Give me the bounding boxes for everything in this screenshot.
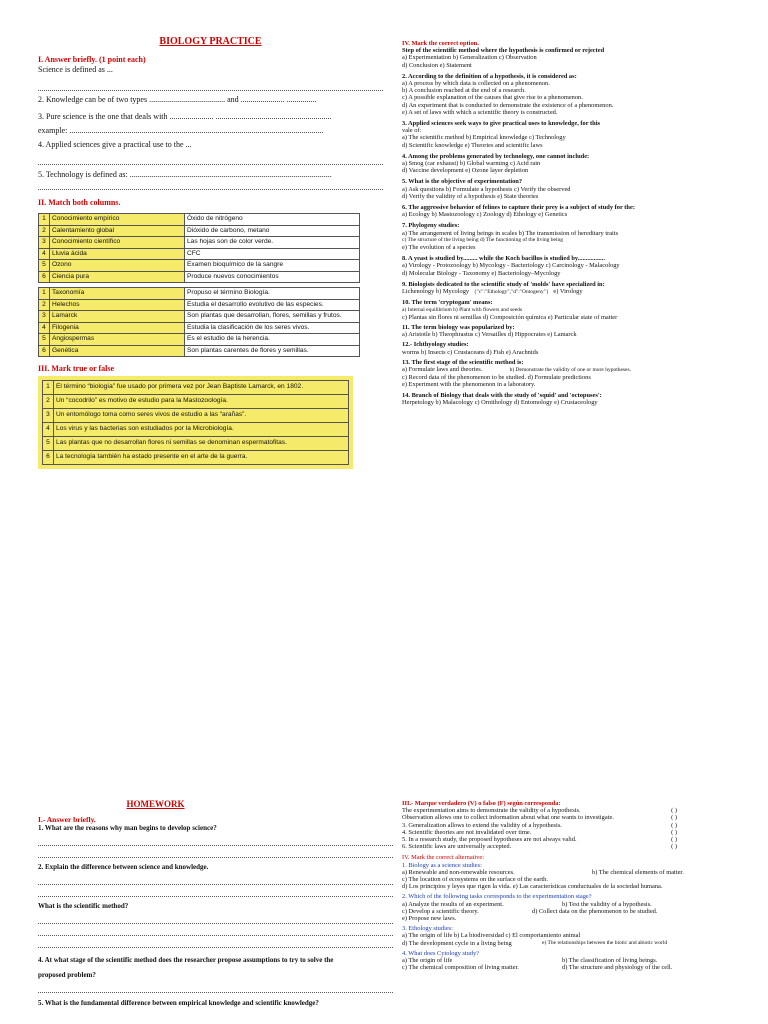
option-line[interactable]: a) Smog (car exhaust) b) Global warming c) Acid rain — [402, 160, 541, 168]
statement-cell[interactable]: La tecnología también ha estado presente en el arte de la guerra. — [54, 450, 349, 464]
row-number: 3 — [43, 408, 54, 422]
question: 3. Ethology studies: — [402, 925, 453, 933]
row-number: 4 — [43, 422, 54, 436]
answer-line[interactable] — [38, 181, 383, 190]
match-row — [39, 260, 360, 272]
match-row — [39, 248, 360, 260]
section-heading: IV. Mark the correct option. — [402, 40, 479, 47]
term-cell[interactable]: Ciencia pura — [50, 271, 185, 283]
question: 10. The term 'cryptogam' means: — [402, 299, 493, 307]
option-text: c) The chemical composition of living matter. — [402, 964, 519, 972]
question: 7. Phylogeny studies: — [402, 222, 460, 230]
match-row — [39, 225, 360, 237]
definition-cell[interactable]: Propuso el término Biología. — [185, 288, 360, 300]
answer-line[interactable] — [38, 927, 393, 936]
statement-text: 6. Scientific laws are universally accepted. — [402, 843, 512, 851]
answer-line[interactable] — [38, 939, 393, 948]
option-line[interactable]: a) A process by which data is collected on a phenomenon. — [402, 80, 550, 88]
row-number: 6 — [43, 450, 54, 464]
row-number: 3 — [39, 237, 50, 249]
match-row — [39, 237, 360, 249]
answer-line[interactable] — [38, 82, 383, 91]
definition-cell[interactable]: CFC — [185, 248, 360, 260]
option-text: b) Demonstrate the validity of one or more hypotheses. — [509, 366, 632, 373]
term-cell[interactable]: Ozono — [50, 260, 185, 272]
answer-parentheses[interactable]: ( ) — [671, 821, 677, 829]
question: 12.- Ichthyology studies: — [402, 341, 469, 349]
option-line[interactable]: a) Internal equilibrium b) Plant with flowers and seeds — [402, 306, 523, 313]
option-line[interactable] — [402, 908, 737, 915]
statement-cell[interactable]: Los virus y las bacterias son estudiados por la Microbiología. — [54, 422, 349, 436]
statement-row — [402, 814, 737, 821]
option-line[interactable]: a) The scientific method b) Empirical knowledge c) Technology — [402, 134, 566, 142]
term-cell[interactable]: Conocimiento empírico — [50, 214, 185, 226]
section-heading: I. Answer briefly. (1 point each) — [38, 55, 146, 65]
option-text: a) The origin of life — [402, 957, 453, 965]
practice-left-column — [38, 38, 383, 471]
question-cont: vale of: — [402, 127, 422, 135]
statement-text: Observation allows one to collect information about what one wants to investigate. — [402, 814, 614, 822]
question: 1. Biology as a science studies: — [402, 861, 482, 869]
definition-cell[interactable]: Son plantas que desarrollan, flores, semillas y frutos. — [185, 311, 360, 323]
statement-cell[interactable]: Las plantas que no desarrollan flores ni semillas se denominan espermatofitas. — [54, 436, 349, 450]
option-line[interactable]: b) A conclusion reached at the end of a research. — [402, 87, 526, 95]
question: 9. Biologists dedicated to the scientific study of 'molds' have specialized in: — [402, 280, 605, 288]
option-text: e) Virology — [553, 288, 583, 296]
question: Science is defined as ... — [38, 64, 113, 74]
practice-right-column — [402, 40, 732, 406]
option-line[interactable]: e) Propose new laws. — [402, 915, 457, 923]
option-line[interactable]: e) The evolution of a species — [402, 244, 476, 252]
section-heading: I.- Answer briefly. — [38, 815, 96, 824]
option-line[interactable]: c) Record data of the phenomenon to be studied. d) Formulate predictions — [402, 374, 591, 382]
option-text: Lichenology b) Mycology — [402, 288, 470, 296]
statement-row — [402, 807, 737, 814]
term-cell[interactable]: Lluvia ácida — [50, 248, 185, 260]
answer-line[interactable] — [38, 984, 393, 993]
option-line[interactable] — [402, 957, 737, 964]
option-line[interactable]: c) Plantas sin flores ni semillas d) Composición química e) Particular state of matter — [402, 313, 618, 321]
term-cell[interactable]: Lamarck — [50, 311, 185, 323]
option-text: c) Develop a scientific theory. — [402, 907, 479, 915]
question: 2. Which of the following tasks corresponds to the experimentation stage? — [402, 893, 592, 901]
term-cell[interactable]: Conocimiento científico — [50, 237, 185, 249]
option-text: d) The structure and physiology of the cell. — [562, 964, 673, 972]
option-line[interactable]: e) Experiment with the phenomenon in a laboratory. — [402, 381, 536, 389]
statement-text: 4. Scientific theories are not invalidated over time. — [402, 828, 532, 836]
row-number: 1 — [43, 380, 54, 394]
question: 6. The aggressive behavior of felines to capture their prey is a subject of study for the: — [402, 204, 635, 212]
term-cell[interactable]: Calentamiento global — [50, 225, 185, 237]
option-line[interactable]: e) A set of laws with which a scientific theory is constructed. — [402, 108, 558, 116]
section-heading: III. Mark true or false — [38, 364, 115, 374]
option-line[interactable] — [402, 940, 737, 947]
question: 3. Pure science is the one that deals with ...................... .......................................................... — [38, 111, 332, 121]
match-row — [39, 214, 360, 226]
answer-parentheses[interactable]: ( ) — [671, 828, 677, 836]
question: Step of the scientific method where the hypothesis is confirmed or rejected — [402, 47, 605, 55]
option-line[interactable]: d) An experiment that is conducted to demonstrate the existence of a phenomenon. — [402, 101, 614, 109]
question: 4. Among the problems generated by technology, one cannot include: — [402, 152, 590, 160]
question: 5. What is the fundamental difference between empirical knowledge and scientific knowledge? — [38, 999, 319, 1007]
match-row — [39, 334, 360, 346]
definition-cell[interactable]: Examen bioquímico de la sangre — [185, 260, 360, 272]
option-text: a) Analyze the results of an experiment. — [402, 900, 504, 908]
statement-cell[interactable]: Un entomólogo toma como seres vivos de estudio a las “arañas”. — [54, 408, 349, 422]
option-line[interactable]: a) The arrangement of living beings in scales b) The transmission of hereditary traits — [402, 229, 619, 237]
question: 4. Applied sciences give a practical use to the ... — [38, 139, 192, 149]
question: 4. What does Cytology study? — [402, 949, 480, 957]
row-number: 1 — [39, 214, 50, 226]
option-line[interactable]: d) Scientific knowledge e) Theories and scientific laws — [402, 141, 543, 149]
statement-row — [402, 843, 737, 850]
definition-cell[interactable]: Produce nuevos conocimientos — [185, 271, 360, 283]
option-line[interactable] — [402, 901, 737, 908]
true-false-row — [43, 436, 349, 450]
option-list — [402, 80, 732, 116]
option-line[interactable]: d) Verify the validity of a hypothesis e) State theories — [402, 192, 539, 200]
answer-parentheses[interactable]: ( ) — [671, 843, 677, 851]
option-line[interactable]: d) Molecular Biology - Taxonomy e) Bacteriology–Mycology — [402, 269, 561, 277]
definition-cell[interactable]: Estudia la clasificación de los seres vivos. — [185, 322, 360, 334]
match-table-1 — [38, 213, 360, 283]
row-number: 5 — [39, 334, 50, 346]
option-text: a) Formulate laws and theories. — [402, 365, 483, 373]
row-number: 6 — [39, 271, 50, 283]
row-number: 2 — [39, 299, 50, 311]
statement-text: 3. Generalization allows to extend the validity of a hypothesis. — [402, 821, 562, 829]
option-line[interactable]: worms b) Insects c) Crustaceans d) Fish e) Arachnids — [402, 348, 539, 356]
true-false-table — [42, 380, 349, 465]
term-cell[interactable]: Filogenia — [50, 322, 185, 334]
row-number: 3 — [39, 311, 50, 323]
question: example: ............................................................................................................................... — [38, 125, 324, 135]
true-false-list — [402, 807, 737, 850]
option-text: d) The development cycle in a living being — [402, 939, 512, 947]
question: 14. Branch of Biology that deals with the study of 'squid' and 'octopuses': — [402, 391, 602, 399]
statement-text: 5. In a research study, the proposed hypotheses are not always valid. — [402, 836, 577, 844]
option-line[interactable] — [402, 288, 732, 296]
option-line[interactable]: a) Aristotle b) Theophrastus c) Versailles d) Hippocrates e) Lamarck — [402, 331, 577, 339]
term-cell[interactable]: Taxonomía — [50, 288, 185, 300]
answer-line[interactable] — [38, 888, 393, 897]
homework-right-column — [402, 800, 737, 971]
match-row — [39, 322, 360, 334]
statement-cell[interactable]: El término “biología” fue usado por primera vez por Jean Baptiste Lamarck, en 1802. — [54, 380, 349, 394]
option-line[interactable]: c) The structure of the living being d) The functioning of the living being — [402, 236, 563, 243]
definition-cell[interactable]: Las hojas son de color verde. — [185, 237, 360, 249]
term-cell[interactable]: Helechos — [50, 299, 185, 311]
option-text: b) The classification of living beings. — [562, 957, 658, 965]
true-false-row — [43, 380, 349, 394]
option-line[interactable]: a) The origin of life b) La biodiversidad c) El comportamiento animal — [402, 932, 581, 940]
option-text: {"c":"Ethology","d":"Ontogeny"} — [473, 289, 549, 296]
match-row — [39, 299, 360, 311]
statement-row — [402, 829, 737, 836]
question: 11. The term biology was popularized by: — [402, 323, 515, 331]
answer-line[interactable] — [38, 876, 393, 885]
match-row — [39, 288, 360, 300]
true-false-row — [43, 408, 349, 422]
statement-text: The experimentation aims to demonstrate the validity of a hypothesis. — [402, 807, 581, 815]
option-text: d) Collect data on the phenomenon to be studied. — [532, 907, 658, 915]
option-line[interactable]: d) Conclusion e) Statement — [402, 61, 472, 69]
match-table-2 — [38, 287, 360, 357]
question: 4. At what stage of the scientific method does the researcher propose assumptions to try to solve the — [38, 956, 334, 964]
question: 2. Knowledge can be of two types ...................................... and ...................... ............... — [38, 94, 317, 104]
row-number: 2 — [43, 394, 54, 408]
answer-line[interactable] — [38, 849, 393, 858]
match-row — [39, 311, 360, 323]
option-line[interactable]: d) Los principios y leyes que rigen la vida. e) Las características conductuales de la sociedad humana. — [402, 883, 663, 891]
question: 13. The first stage of the scientific method is: — [402, 358, 524, 366]
row-number: 1 — [39, 288, 50, 300]
true-false-row — [43, 450, 349, 464]
definition-cell[interactable]: Dióxido de carbono, metano — [185, 225, 360, 237]
option-line[interactable] — [402, 366, 732, 374]
question: 3. Applied sciences seek ways to give practical uses to knowledge, for this — [402, 120, 600, 128]
row-number: 5 — [39, 260, 50, 272]
answer-parentheses[interactable]: ( ) — [671, 807, 677, 815]
homework-title: HOMEWORK — [126, 799, 185, 809]
question: 5. What is the objective of experimentation? — [402, 178, 523, 186]
true-false-row — [43, 422, 349, 436]
definition-cell[interactable]: Óxido de nitrógeno — [185, 214, 360, 226]
term-cell[interactable]: Angiospermas — [50, 334, 185, 346]
question: 2. Explain the difference between science and knowledge. — [38, 863, 209, 871]
option-line[interactable]: a) Experimentation b) Generalization c) Observation — [402, 54, 537, 62]
question-cont: proposed problem? — [38, 971, 96, 979]
answer-parentheses[interactable]: ( ) — [671, 814, 677, 822]
statement-row — [402, 822, 737, 829]
option-line[interactable]: a) Virology - Protozoology b) Mycology - Bacteriology c) Carcinology - Malacology — [402, 262, 620, 270]
option-text: e) The relationships between the biotic and abiotic world — [542, 939, 668, 946]
question: 1. What are the reasons why man begins to develop science? — [38, 824, 217, 832]
option-line[interactable] — [402, 964, 737, 971]
definition-cell[interactable]: Son plantas carentes de flores y semillas. — [185, 345, 360, 357]
definition-cell[interactable]: Estudia el desarrollo evolutivo de las especies. — [185, 299, 360, 311]
match-row — [39, 345, 360, 357]
section-heading: IV. Mark the correct alternative: — [402, 854, 485, 862]
homework-left-column — [38, 800, 393, 1007]
option-line[interactable]: Herpetology b) Malacology c) Ornithology d) Entomology e) Crustaceology — [402, 398, 598, 406]
row-number: 4 — [39, 248, 50, 260]
row-number: 2 — [39, 225, 50, 237]
true-false-box — [38, 376, 353, 469]
page-title: BIOLOGY PRACTICE — [159, 36, 262, 47]
option-line[interactable]: a) Ask questions b) Formulate a hypothesis c) Verify the observed — [402, 185, 571, 193]
option-text: a) Renewable and non-renewable resources. — [402, 868, 515, 876]
answer-line[interactable] — [38, 156, 383, 165]
option-line[interactable]: d) Vaccine development e) Ozone layer depletion — [402, 167, 529, 175]
option-line[interactable]: a) Ecology b) Mastozoology c) Zoology d) Ethology e) Genetics — [402, 211, 568, 219]
answer-line[interactable] — [38, 915, 393, 924]
answer-parentheses[interactable]: ( ) — [671, 836, 677, 844]
row-number: 6 — [39, 345, 50, 357]
question: 8. A yeast is studied by......... while the Koch bacillus is studied by................. — [402, 255, 605, 263]
true-false-row — [43, 394, 349, 408]
row-number: 4 — [39, 322, 50, 334]
row-number: 5 — [43, 436, 54, 450]
answer-line[interactable] — [38, 837, 393, 846]
question: 5. Technology is defined as: ..................................................................................................... — [38, 169, 332, 179]
section-heading: III.- Marque verdadero (V) o falso (F) según corresponda: — [402, 800, 561, 807]
match-row — [39, 271, 360, 283]
question: 2. According to the definition of a hypothesis, it is considered as: — [402, 72, 577, 80]
option-line[interactable] — [402, 869, 737, 876]
option-line[interactable]: c) The location of ecosystems on the surface of the earth. — [402, 876, 548, 884]
option-text: b) Test the validity of a hypothesis. — [562, 900, 652, 908]
term-cell[interactable]: Genética — [50, 345, 185, 357]
definition-cell[interactable]: Es el estudio de la herencia. — [185, 334, 360, 346]
option-line[interactable]: c) A possible explanation of the causes that give rise to a phenomenon. — [402, 94, 583, 102]
section-heading: II. Match both columns. — [38, 197, 121, 207]
option-text: b) The chemical elements of matter. — [592, 868, 684, 876]
statement-row — [402, 836, 737, 843]
question: What is the scientific method? — [38, 902, 129, 910]
statement-cell[interactable]: Un “cocodrilo” es motivo de estudio para la Mastozoología. — [54, 394, 349, 408]
